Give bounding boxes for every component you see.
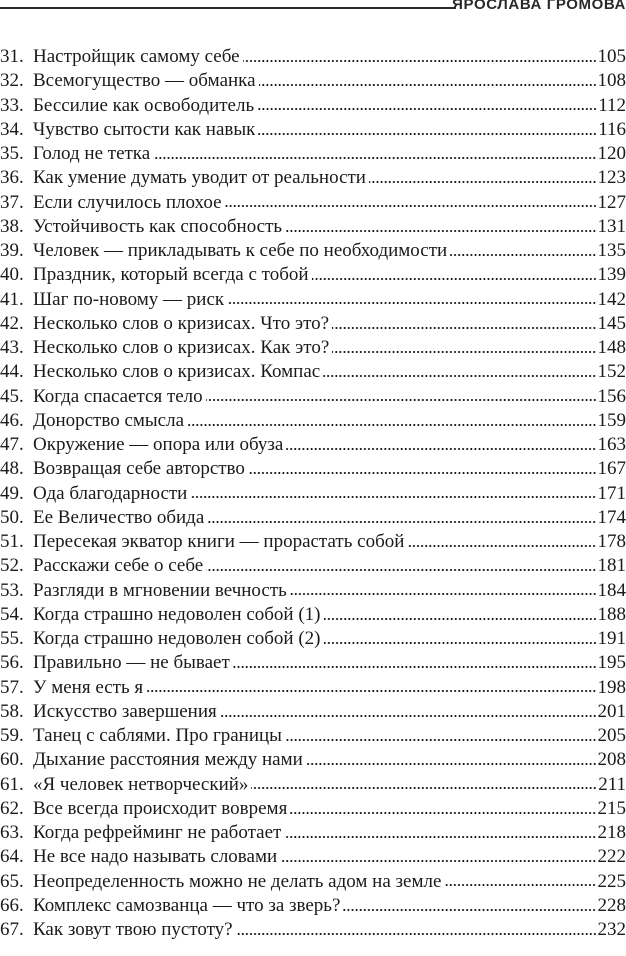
toc-entry <box>0 239 626 263</box>
toc-dot-leader <box>220 713 597 718</box>
toc-entry <box>0 845 626 869</box>
toc-entry-page: 127 <box>597 191 626 213</box>
toc-entry-number: 45. <box>0 385 24 407</box>
toc-dot-leader <box>280 859 596 864</box>
toc-entry-number: 46. <box>0 409 24 431</box>
toc-entry-title: Когда страшно недоволен собой (1) <box>33 603 321 625</box>
toc-dot-leader <box>190 495 596 500</box>
toc-entry <box>0 918 626 942</box>
toc-entry-title: Чувство сытости как навык <box>33 118 256 140</box>
toc-entry-title: Когда страшно недоволен собой (2) <box>33 628 321 649</box>
toc-entry <box>0 288 626 312</box>
toc-entry-title: Несколько слов о кризисах. Что это? <box>33 312 330 334</box>
toc-entry-number: 59. <box>0 725 24 746</box>
toc-dot-leader <box>236 931 597 936</box>
toc-entry-page: 195 <box>597 652 626 674</box>
toc-dot-leader <box>343 907 596 912</box>
toc-entry-number: 66. <box>0 894 24 916</box>
toc-entry <box>0 579 626 603</box>
toc-entry <box>0 433 626 457</box>
toc-entry <box>0 554 626 578</box>
toc-entry-title: Бессилие как освободитель <box>33 94 255 116</box>
toc-entry-page: 222 <box>597 846 626 868</box>
toc-dot-leader <box>233 665 597 670</box>
toc-entry-title: Возвращая себе авторство <box>33 458 245 480</box>
header-rule <box>0 7 456 9</box>
toc-entry-title: Комплекс самозванца — что за зверь? <box>33 894 341 916</box>
toc-entry-page: 116 <box>598 118 626 140</box>
toc-entry-title: Человек — прикладывать к себе по необходимости <box>33 240 448 261</box>
toc-entry <box>0 506 626 530</box>
toc-entry-title: Донорство смысла <box>33 409 185 431</box>
toc-entry <box>0 603 626 627</box>
toc-entry-title: Все всегда происходит вовремя <box>33 797 288 819</box>
toc-entry-page: 145 <box>597 312 626 334</box>
toc-entry-number: 62. <box>0 797 24 819</box>
toc-dot-leader <box>312 277 597 282</box>
toc-entry <box>0 676 626 700</box>
toc-dot-leader <box>285 228 596 233</box>
toc-dot-leader <box>285 737 597 742</box>
toc-entry <box>0 360 626 384</box>
toc-entry-page: 135 <box>597 240 626 261</box>
toc-entry-title: Если случилось плохое <box>33 191 222 213</box>
toc-entry-number: 36. <box>0 167 24 189</box>
toc-entry-title: Искусство завершения <box>33 700 217 722</box>
toc-entry <box>0 651 626 675</box>
toc-entry-title: Устойчивость как способность <box>33 215 283 237</box>
toc-dot-leader <box>306 762 597 767</box>
toc-entry-page: 159 <box>597 409 626 431</box>
toc-entry-title: Не все надо называть словами <box>33 846 278 868</box>
running-header <box>0 0 626 40</box>
toc-entry-page: 105 <box>597 46 626 67</box>
toc-entry-page: 201 <box>597 700 626 722</box>
toc-entry <box>0 263 626 287</box>
header-author: ЯРОСЛАВА ГРОМОВА <box>452 0 626 13</box>
toc-entry-title: Дыхание расстояния между нами <box>33 749 303 771</box>
toc-entry-number: 58. <box>0 700 24 722</box>
toc-entry-title: Неопределенность можно не делать адом на земле <box>33 870 442 892</box>
toc-entry-number: 39. <box>0 240 24 261</box>
toc-dot-leader <box>206 568 596 573</box>
toc-entry-number: 55. <box>0 628 24 649</box>
toc-dot-leader <box>243 58 597 63</box>
toc-entry-number: 34. <box>0 118 24 140</box>
toc-dot-leader <box>248 471 597 476</box>
toc-entry-page: 108 <box>597 70 626 92</box>
toc-dot-leader <box>187 422 596 427</box>
toc-entry-number: 53. <box>0 579 24 601</box>
toc-entry <box>0 69 626 93</box>
toc-entry-number: 64. <box>0 846 24 868</box>
toc-entry <box>0 94 626 118</box>
toc-entry-page: 156 <box>597 385 626 407</box>
toc-entry <box>0 385 626 409</box>
toc-entry-title: Настройщик самому себе <box>33 46 240 67</box>
toc-dot-leader <box>251 786 597 791</box>
toc-dot-leader <box>407 543 596 548</box>
toc-dot-leader <box>259 83 597 88</box>
toc-entry <box>0 627 626 651</box>
toc-entry-number: 61. <box>0 773 24 795</box>
toc-dot-leader <box>146 689 596 694</box>
toc-entry-page: 225 <box>597 870 626 892</box>
toc-entry-number: 44. <box>0 361 24 383</box>
toc-entry-page: 215 <box>597 797 626 819</box>
toc-dot-leader <box>324 640 597 645</box>
toc-entry <box>0 45 626 69</box>
toc-entry-number: 60. <box>0 749 24 771</box>
toc-entry-page: 198 <box>597 676 626 698</box>
toc-entry-title: Ода благодарности <box>33 482 188 504</box>
toc-entry-page: 148 <box>597 337 626 358</box>
toc-entry-number: 65. <box>0 870 24 892</box>
toc-entry-title: Несколько слов о кризисах. Как это? <box>33 337 330 358</box>
toc-entry-title: Правильно — не бывает <box>33 652 230 674</box>
toc-entry-page: 112 <box>598 94 626 116</box>
toc-entry <box>0 700 626 724</box>
toc-entry-number: 67. <box>0 919 24 940</box>
toc-entry-number: 32. <box>0 70 24 92</box>
toc-dot-leader <box>290 810 596 815</box>
toc-entry-title: Несколько слов о кризисах. Компас <box>33 361 321 383</box>
toc-entry-title: «Я человек нетворческий» <box>33 773 249 795</box>
toc-entry-page: 163 <box>597 434 626 455</box>
toc-entry-number: 56. <box>0 652 24 674</box>
toc-entry-title: У меня есть я <box>33 676 144 698</box>
toc-entry-number: 57. <box>0 676 24 698</box>
toc-dot-leader <box>332 349 596 354</box>
toc-entry-title: Окружение — опора или обуза <box>33 434 284 455</box>
toc-entry <box>0 894 626 918</box>
toc-entry <box>0 748 626 772</box>
toc-entry-number: 35. <box>0 143 24 164</box>
toc-entry-page: 142 <box>597 288 626 310</box>
toc-entry <box>0 409 626 433</box>
toc-entry-page: 131 <box>597 215 626 237</box>
toc-entry-title: Как зовут твою пустоту? <box>33 919 233 940</box>
toc-entry-title: Голод не тетка <box>33 143 151 164</box>
toc-entry-number: 48. <box>0 458 24 480</box>
toc-entry-page: 181 <box>597 555 626 577</box>
toc-entry-title: Шаг по-новому — риск <box>33 288 225 310</box>
toc-dot-leader <box>225 204 597 209</box>
toc-entry-page: 178 <box>597 531 626 552</box>
toc-dot-leader <box>324 616 597 621</box>
table-of-contents <box>0 45 626 942</box>
toc-entry-page: 184 <box>597 579 626 601</box>
toc-entry-page: 218 <box>597 822 626 843</box>
toc-entry <box>0 166 626 190</box>
toc-dot-leader <box>227 301 596 306</box>
toc-entry-page: 188 <box>597 603 626 625</box>
toc-dot-leader <box>207 519 596 524</box>
toc-entry-number: 43. <box>0 337 24 358</box>
toc-entry-title: Всемогущество — обманка <box>33 70 256 92</box>
toc-entry <box>0 482 626 506</box>
toc-entry-number: 63. <box>0 822 24 843</box>
toc-entry <box>0 724 626 748</box>
toc-dot-leader <box>286 446 596 451</box>
toc-dot-leader <box>206 398 597 403</box>
toc-entry-page: 232 <box>597 919 626 940</box>
toc-dot-leader <box>257 107 597 112</box>
toc-entry <box>0 797 626 821</box>
toc-entry-number: 38. <box>0 215 24 237</box>
toc-entry-page: 174 <box>597 506 626 528</box>
toc-entry-number: 54. <box>0 603 24 625</box>
toc-entry <box>0 530 626 554</box>
toc-entry-title: Разгляди в мгновении вечность <box>33 579 287 601</box>
toc-entry-number: 51. <box>0 531 24 552</box>
toc-entry-title: Ее Величество обида <box>33 506 205 528</box>
toc-entry-page: 167 <box>597 458 626 480</box>
toc-entry <box>0 118 626 142</box>
toc-entry-title: Когда рефрейминг не работает <box>33 822 282 843</box>
toc-entry <box>0 215 626 239</box>
toc-dot-leader <box>153 155 596 160</box>
toc-entry-page: 208 <box>597 749 626 771</box>
toc-entry-page: 191 <box>597 628 626 649</box>
toc-entry-page: 139 <box>597 264 626 286</box>
toc-dot-leader <box>450 252 596 257</box>
toc-entry-number: 31. <box>0 46 24 67</box>
toc-entry-number: 47. <box>0 434 24 455</box>
toc-entry-title: Праздник, который всегда с тобой <box>33 264 309 286</box>
toc-entry <box>0 191 626 215</box>
toc-entry-page: 120 <box>597 143 626 164</box>
toc-entry <box>0 821 626 845</box>
toc-entry-number: 40. <box>0 264 24 286</box>
toc-entry-number: 37. <box>0 191 24 213</box>
toc-entry-title: Пересекая экватор книги — прорастать собой <box>33 531 405 552</box>
toc-entry <box>0 336 626 360</box>
toc-dot-leader <box>369 180 597 185</box>
toc-entry-title: Как умение думать уводит от реальности <box>33 167 366 189</box>
toc-dot-leader <box>258 131 597 136</box>
toc-entry-number: 33. <box>0 94 24 116</box>
toc-entry-title: Когда спасается тело <box>33 385 203 407</box>
toc-entry-page: 123 <box>597 167 626 189</box>
toc-dot-leader <box>290 592 597 597</box>
toc-entry-page: 228 <box>597 894 626 916</box>
toc-entry-title: Расскажи себе о себе <box>33 555 204 577</box>
toc-dot-leader <box>284 834 596 839</box>
toc-entry <box>0 312 626 336</box>
toc-entry <box>0 773 626 797</box>
toc-entry <box>0 142 626 166</box>
toc-entry-page: 205 <box>597 725 626 746</box>
toc-entry-title: Танец с саблями. Про границы <box>33 725 282 746</box>
toc-dot-leader <box>323 374 596 379</box>
toc-entry <box>0 457 626 481</box>
toc-entry-number: 49. <box>0 482 24 504</box>
toc-entry-number: 50. <box>0 506 24 528</box>
toc-entry-page: 211 <box>598 773 626 795</box>
toc-dot-leader <box>332 325 596 330</box>
toc-entry-number: 52. <box>0 555 24 577</box>
toc-entry-page: 152 <box>597 361 626 383</box>
toc-entry-number: 41. <box>0 288 24 310</box>
toc-entry <box>0 870 626 894</box>
toc-dot-leader <box>444 883 596 888</box>
toc-entry-page: 171 <box>597 482 626 504</box>
toc-entry-number: 42. <box>0 312 24 334</box>
